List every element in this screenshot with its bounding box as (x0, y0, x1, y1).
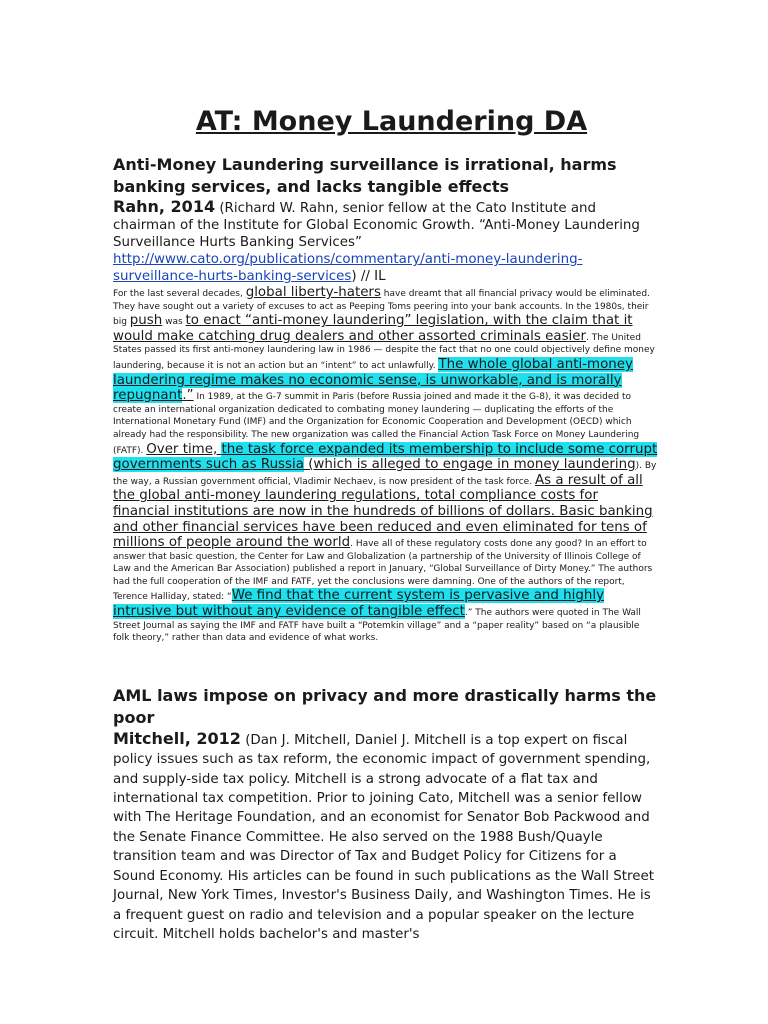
underlined-text: Over time, (146, 441, 222, 457)
underlined-text: As a result of all the global anti-money laundering regulations, total compliance costs for financial institutions are now in the hundreds of billions of dollars. Basic banking and other financial services have been reduced and even eliminated for tens of millions of people around the world (113, 472, 653, 551)
body-text: . The United States passed its first anti-money laundering law in 1986 — despite the fact that no one could objectively define money laundering, because it is not an action but an “intent” to act unlawfully. (113, 332, 655, 371)
document-title: AT: Money Laundering DA (195, 106, 588, 137)
body-text: For the last several decades, (113, 289, 246, 299)
card-citation (113, 729, 658, 944)
highlighted-text: The whole global anti-money laundering regime makes no economic sense, is unworkable, and is morally repugnant (113, 356, 633, 404)
underlined-text: push (129, 313, 163, 329)
citation-text: (Dan J. Mitchell, Daniel J. Mitchell is a top expert on fiscal policy issues such as tax reform, the economic impact of government spending, and supply-side tax policy. Mitchell is a strong advocate of a flat tax and international tax competition. Prior to joining Cato, Mitchell was a senior fellow with The Heritage Foundation, and an economist for Senator Bob Packwood and the Senate Finance Committee. He also served on the 1988 Bush/Quayle transition team and was Director of Tax and Budget Policy for Citizens for a Sound Economy. His articles can be found in such publications as the Wall Street Journal, New York Times, Investor's Business Daily, and Washington Times. He is a frequent guest on radio and television and a popular speaker on the lecture circuit. Mitchell holds bachelor's and master's (113, 732, 654, 942)
underlined-text: to enact “anti-money laundering” legislation, with the claim that it would make catching drug dealers and other assorted criminals easier (113, 313, 633, 344)
citation-text: (Richard W. Rahn, senior fellow at the Cato Institute and chairman of the Institute for Global Economic Growth. “Anti-Money Laundering Surveillance Hurts Banking Services” (113, 201, 640, 250)
body-text: .” The authors were quoted in The Wall Street Journal as saying the IMF and FATF have built a “Potemkin village” and a “paper reality” based on “a plausible folk theory,” rather than data and evidence of what works. (113, 608, 641, 644)
citation-link[interactable]: http://www.cato.org/publications/commentary/anti-money-laundering-surveillance-hurts-banking-services (113, 252, 583, 284)
citation-end: ) // IL (351, 269, 386, 284)
underlined-text: (which is alleged to engage in money laundering (303, 457, 636, 473)
highlighted-text: the task force expanded its membership to include some corrupt governments such as Russia (113, 441, 658, 473)
body-text: have dreamt that all financial privacy would be eliminated. They have sought out a variety of excuses to act as Peeping Toms peering into your bank accounts. In the 1980s, their big (113, 289, 650, 328)
citation-author: Rahn, 2014 (113, 197, 216, 216)
card-tag: AML laws impose on privacy and more drastically harms the poor (113, 685, 657, 727)
section-spacer (113, 645, 658, 685)
evidence-card-rahn (113, 154, 658, 645)
card-citation (113, 198, 658, 285)
highlighted-text: We find that the current system is pervasive and highly intrusive but without any evidence of tangible effect (113, 588, 605, 620)
body-text: In 1989, at the G-7 summit in Paris (before Russia joined and made it the G-8), it was decided to create an international organization dedicated to combating money laundering — duplicating the efforts of the International Monetary Fund (IMF) and the Organization for Economic Cooperation and Development (OECD) which already had the responsibility. The new organization was called the Financial Action Task Force on Money Laundering (FATF). (113, 392, 640, 456)
citation-author: Mitchell, 2012 (113, 728, 241, 748)
underlined-text: .” (182, 388, 194, 404)
body-text: ). By the way, a Russian government official, Vladimir Nechaev, is now president of the task force. (113, 461, 657, 487)
card-tag: Anti-Money Laundering surveillance is irrational, harms banking services, and lacks tangible effects (113, 155, 617, 196)
underlined-text: global liberty-haters (245, 285, 381, 300)
card-body (113, 285, 658, 645)
evidence-card-mitchell (113, 685, 658, 944)
body-text: was (162, 317, 186, 328)
body-text: . Have all of these regulatory costs done any good? In an effort to answer that basic question, the Center for Law and Globalization (a partnership of the University of Illinois College of Law and the American Bar Association) published a report in January, “Global Surveillance of Dirty Money.” The authors had the full cooperation of the IMF and FATF, yet the conclusions were damning. One of the authors of the report, Terence Halliday, stated: “ (113, 539, 653, 603)
